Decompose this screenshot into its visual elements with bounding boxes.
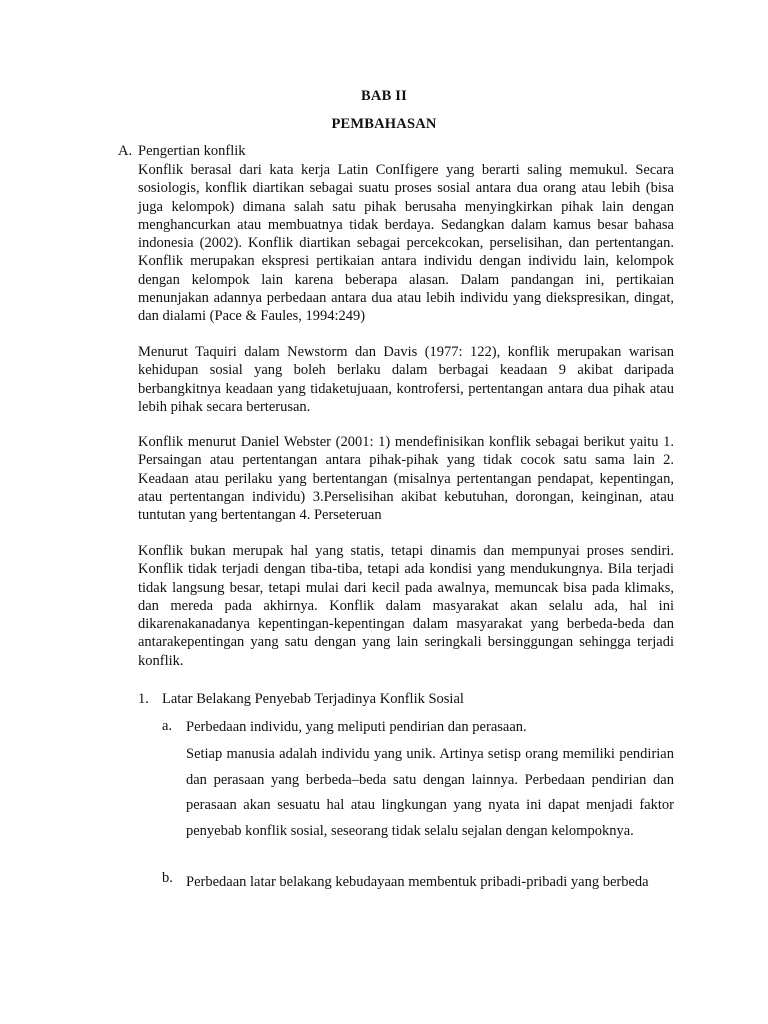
paragraph-webster: Konflik menurut Daniel Webster (2001: 1) mendefinisikan konflik sebagai berikut yaitu 1. Persaingan atau pertentangan antara pihak-pihak yang tidak cocok satu sama lain 2. Keadaan atau perilaku yang bertentangan (misalnya pertentangan pendapat, kepentingan, atau pertentangan individu) 3.Perselisihan akibat kebutuhan, dorongan, keinginan, atau tuntutan yang bertentangan 4. Perseteruan [138,434,674,524]
section-a-heading [118,142,246,160]
sub-item-b-letter: b. [162,870,173,886]
section-a-title: Pengertian konflik [138,143,246,159]
list-item-1-title: Latar Belakang Penyebab Terjadinya Konflik Sosial [162,691,464,707]
sub-item-a-body: Setiap manusia adalah individu yang unik. Artinya setisp orang memiliki pendirian dan perasaan yang berbeda–beda satu dengan lainnya. Perbedaan pendirian dan perasaan akan sesuatu hal atau lingkungan yang nyata ini dapat menjadi faktor penyebab konflik sosial, seseorang tidak selalu sejalan dengan kelompoknya. [186,746,674,839]
sub-item-b-title: Perbedaan latar belakang kebudayaan membentuk pribadi-pribadi yang berbeda [186,874,649,890]
chapter-heading: BAB II [361,88,407,104]
section-title: PEMBAHASAN [331,116,437,132]
section-a-marker: A. [118,143,133,159]
list-item-1 [138,690,678,708]
paragraph-dynamics: Konflik bukan merupak hal yang statis, tetapi dinamis dan mempunyai proses sendiri. Konflik tidak terjadi dengan tiba-tiba, tetapi ada kondisi yang mendukungnya. Bila terjadi tidak langsung besar, tetapi mulai dari kecil pada awalnya, memuncak bisa pada klimaks, dan mereda pada akhirnya. Konflik dalam masyarakat akan selalu ada, hal ini dikarenakanadanya kepentingan-kepentingan dalam masyarakat yang berbeda-beda dan antarakepentingan yang satu dengan yang lain seringkali bersinggungan sehingga terjadi konflik. [138,543,674,669]
sub-item-a-letter: a. [162,718,173,734]
list-item-1-number: 1. [138,691,149,707]
paragraph-taquiri: Menurut Taquiri dalam Newstorm dan Davis (1977: 122), konflik merupakan warisan kehidupan sosial yang boleh berlaku dalam berbagai keadaan 9 akibat daripada berbangkitnya keadaan yang tidaketujuaan, kontrofersi, pertentangan antara dua pihak atau lebih pihak secara berterusan. [138,344,674,415]
sub-item-a-title: Perbedaan individu, yang meliputi pendirian dan perasaan. [186,719,527,735]
paragraph-definition: Konflik berasal dari kata kerja Latin ConIfigere yang berarti saling memukul. Secara sosiologis, konflik diartikan sebagai suatu proses sosial antara dua orang atau lebih (bisa juga kelompok) dimana salah satu pihak berusaha menyingkirkan pihak lain dengan menghancurkan atau membuatnya tidak berdaya. Sedangkan dalam kamus besar bahasa indonesia (2002). Konflik diartikan sebagai percekcokan, perselisihan, dan pertentangan. Konflik merupakan ekspresi pertikaian antara individu dengan individu lain, kelompok dengan kelompok lain karena beberapa alasan. Dalam pandangan ini, pertikaian menunjakan adannya perbedaan antara dua atau lebih individu yang diekspresikan, dingat, dan dialami (Pace & Faules, 1994:249) [138,162,674,325]
